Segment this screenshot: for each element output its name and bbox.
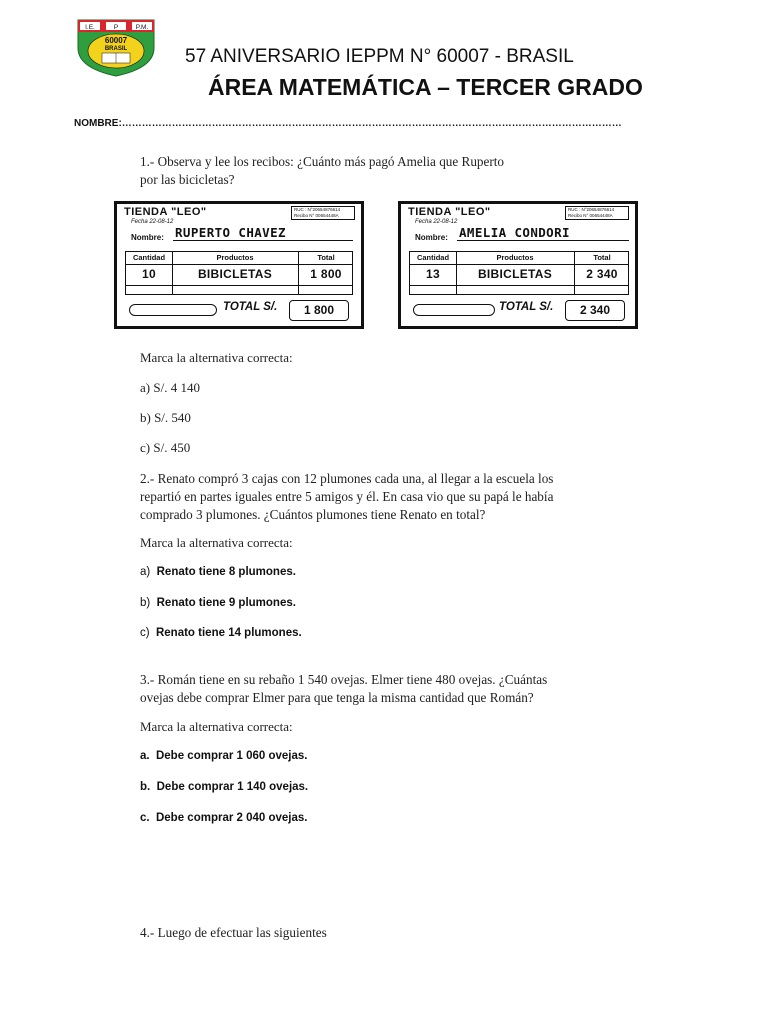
receipt-header-productos: Productos	[496, 253, 534, 262]
receipt-total: 1 800	[310, 267, 342, 281]
q3-line2: ovejas debe comprar Elmer para que tenga la misma cantidad que Román?	[140, 690, 534, 705]
q1-option-a[interactable]: a) S/. 4 140	[140, 380, 200, 395]
receipt-ruc-text: RUC : N°20654876614	[294, 207, 341, 212]
logo-text-pm: P.M.	[135, 24, 149, 31]
q2-option-b[interactable]	[140, 597, 296, 609]
q1-line2: por las bicicletas?	[140, 172, 235, 187]
q2-option-c[interactable]	[140, 627, 302, 639]
q2-option-c-text: Renato tiene 14 plumones.	[155, 627, 302, 639]
receipt-cantidad: 10	[142, 267, 156, 281]
q3-option-c-text: Debe comprar 2 040 ovejas.	[155, 812, 308, 824]
q2-option-a-letter: a)	[140, 566, 151, 578]
receipt-name-label: Nombre:	[131, 233, 164, 242]
receipt-blank-bar	[129, 304, 217, 316]
receipt-name-underline	[173, 240, 353, 241]
logo-number: 60007	[104, 36, 128, 45]
receipt-store: TIENDA "LEO"	[408, 206, 491, 218]
q3-option-c[interactable]	[140, 812, 307, 824]
receipt-name: AMELIA CONDORI	[459, 225, 570, 240]
q1-option-c[interactable]: c) S/. 450	[140, 440, 191, 455]
q1-prompt: Marca la alternativa correcta:	[140, 350, 293, 365]
q3-option-c-letter: c.	[140, 812, 150, 824]
q3-option-b-text: Debe comprar 1 140 ovejas.	[156, 781, 309, 793]
receipt-grand-total: 2 340	[565, 300, 625, 321]
logo-text-ie: I.E.	[85, 24, 95, 31]
q2-prompt: Marca la alternativa correcta:	[140, 535, 293, 550]
receipt-ruc	[291, 206, 355, 220]
receipt-header-total: Total	[593, 253, 611, 262]
receipt-grand-total: 1 800	[289, 300, 349, 321]
q2-option-a[interactable]	[140, 566, 296, 578]
receipt-name-underline	[457, 240, 629, 241]
receipt-header-total: Total	[317, 253, 335, 262]
header-subtitle: ÁREA MATEMÁTICA – TERCER GRADO	[208, 74, 643, 100]
q2-option-c-letter: c)	[140, 627, 150, 639]
q3-option-a-letter: a.	[140, 750, 150, 762]
q3-option-b-letter: b.	[140, 781, 151, 793]
school-crest-logo	[74, 18, 158, 78]
receipt-name-label: Nombre:	[415, 233, 448, 242]
q2-line1: 2.- Renato compró 3 cajas con 12 plumones cada una, al llegar a la escuela los	[140, 471, 554, 486]
receipt-ruc-text: RUC : N°20654876614	[568, 207, 615, 212]
q1-option-b[interactable]: b) S/. 540	[140, 410, 191, 425]
q2-line3: comprado 3 plumones. ¿Cuántos plumones tiene Renato en total?	[140, 507, 486, 522]
q3-line1: 3.- Román tiene en su rebaño 1 540 ovejas. Elmer tiene 480 ovejas. ¿Cuántas	[140, 672, 548, 687]
receipt-ruc	[565, 206, 629, 220]
receipt-date: Fecha 22-08-12	[415, 219, 458, 225]
receipt-total-label: TOTAL S/.	[223, 301, 278, 313]
q4-line1: 4.- Luego de efectuar las siguientes	[140, 925, 327, 940]
q3-option-b[interactable]	[140, 781, 308, 793]
receipt-header-cantidad: Cantidad	[416, 253, 450, 262]
receipt-header-productos: Productos	[216, 253, 254, 262]
receipt-name: RUPERTO CHAVEZ	[175, 225, 286, 240]
receipt-ruperto	[114, 201, 364, 329]
q2-option-a-text: Renato tiene 8 plumones.	[156, 566, 296, 578]
receipt-producto: BIBICLETAS	[197, 267, 273, 281]
receipt-amelia	[398, 201, 638, 329]
q3-option-a-text: Debe comprar 1 060 ovejas.	[155, 750, 308, 762]
header-title: 57 ANIVERSARIO IEPPM N° 60007 - BRASIL	[185, 46, 574, 67]
q1-line1: 1.- Observa y lee los recibos: ¿Cuánto más pagó Amelia que Ruperto	[140, 154, 505, 169]
receipt-blank-bar	[413, 304, 495, 316]
q3-prompt: Marca la alternativa correcta:	[140, 719, 293, 734]
receipt-store: TIENDA "LEO"	[124, 206, 207, 218]
logo-name: BRASIL	[104, 46, 128, 52]
q2-option-b-letter: b)	[140, 597, 151, 609]
logo-text-p: P	[113, 24, 119, 31]
receipt-number-text: Recibo N° 00654448A	[294, 213, 339, 218]
receipt-total: 2 340	[586, 267, 618, 281]
receipt-header-cantidad: Cantidad	[132, 253, 166, 262]
q2-line2: repartió en partes iguales entre 5 amigos y él. En casa vio que su papá le había	[140, 489, 554, 504]
receipt-date: Fecha 22-08-12	[131, 219, 174, 225]
nombre-field: NOMBRE:……………………………………………………………………………………………………………………………………	[74, 118, 622, 129]
q2-option-b-text: Renato tiene 9 plumones.	[156, 597, 296, 609]
receipt-number-text: Recibo N° 00654448A	[568, 213, 613, 218]
receipt-producto: BIBICLETAS	[477, 267, 553, 281]
receipt-table	[409, 251, 629, 295]
receipt-cantidad: 13	[426, 267, 440, 281]
receipt-total-label: TOTAL S/.	[499, 301, 554, 313]
q3-option-a[interactable]	[140, 750, 307, 762]
receipt-table	[125, 251, 353, 295]
